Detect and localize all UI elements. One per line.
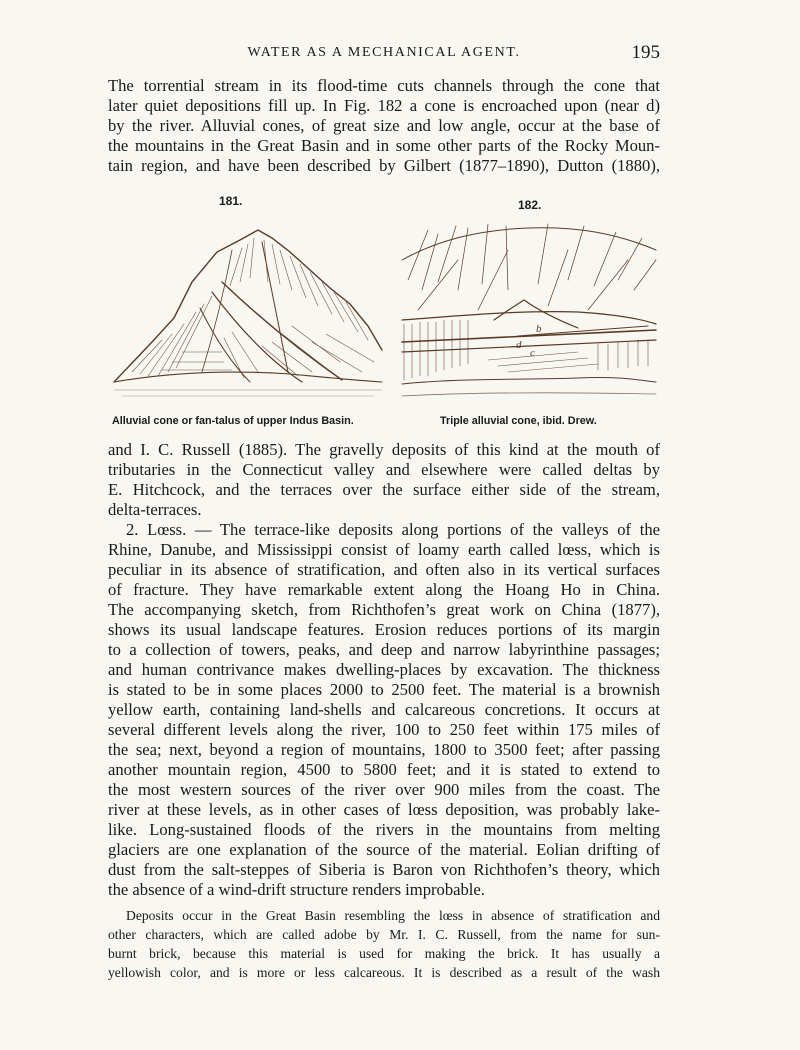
- text-line: river at these levels, as in other cases of lœss deposition, was probably lake-: [108, 800, 660, 819]
- text-line: and human contrivance makes dwelling-places by excavation. The thickness: [108, 660, 660, 679]
- text-line: 2. Lœss. — The terrace-like deposits along portions of the valleys of the: [126, 520, 660, 539]
- text-line: The accompanying sketch, from Richthofen’s great work on China (1877),: [108, 600, 660, 619]
- footnote-adobe: [108, 906, 660, 982]
- figure-181-caption: Alluvial cone or fan-talus of upper Indus Basin.: [112, 415, 354, 427]
- text-line: the absence of a wind-drift structure renders improbable.: [108, 880, 485, 899]
- text-line: Rhine, Danube, and Mississippi consist of loamy earth called lœss, which is: [108, 540, 660, 559]
- text-line: yellow earth, containing land-shells and calcareous concretions. It occurs at: [108, 700, 660, 719]
- figure-182-label-b: b: [536, 323, 542, 335]
- figure-181-illustration: [112, 222, 384, 402]
- text-line: to a collection of towers, peaks, and deep and narrow labyrinthine passages;: [108, 640, 660, 659]
- figure-182-caption: Triple alluvial cone, ibid. Drew.: [440, 415, 597, 427]
- text-line: yellowish color, and is more or less calcareous. It is described as a result of the wash: [108, 965, 660, 980]
- text-line: Deposits occur in the Great Basin resembling the lœss in absence of stratification and: [126, 908, 660, 923]
- paragraph-loess: [108, 520, 660, 900]
- text-line: of fracture. They have remarkable extent along the Hoang Ho in China.: [108, 580, 660, 599]
- figure-182-label-d: d: [516, 339, 522, 351]
- figure-182-number: 182.: [518, 198, 542, 212]
- text-line: the sea; next, beyond a region of mountains, 1800 to 3500 feet; after passing: [108, 740, 660, 759]
- text-line: dust from the salt-steppes of Siberia is Baron von Richthofen’s theory, which: [108, 860, 660, 879]
- text-line: is stated to be in some places 2000 to 2500 feet. The material is a brownish: [108, 680, 660, 699]
- text-line: burnt brick, because this material is used for making the brick. It has usually a: [108, 946, 660, 961]
- page-number: 195: [631, 42, 660, 63]
- text-line: other characters, which are called adobe by Mr. I. C. Russell, from the name for sun-: [108, 927, 660, 942]
- figure-182-label-c: c: [530, 347, 535, 359]
- text-line: The torrential stream in its flood-time cuts channels through the cone that: [108, 76, 660, 95]
- text-line: delta-terraces.: [108, 500, 202, 519]
- text-line: tributaries in the Connecticut valley and elsewhere were called deltas by: [108, 460, 660, 479]
- paragraph-alluvial-cones: [108, 76, 660, 176]
- text-line: and I. C. Russell (1885). The gravelly deposits of this kind at the mouth of: [108, 440, 660, 459]
- text-line: glaciers are one explanation of the source of the material. Eolian drifting of: [108, 840, 660, 859]
- running-head: [108, 42, 660, 64]
- text-line: E. Hitchcock, and the terraces over the surface either side of the stream,: [108, 480, 660, 499]
- text-line: later quiet depositions fill up. In Fig. 182 a cone is encroached upon (near d): [108, 96, 660, 115]
- text-line: peculiar in its absence of stratification, and often also in its vertical surfaces: [108, 560, 660, 579]
- text-line: the most western sources of the river over 900 miles from the coast. The: [108, 780, 660, 799]
- text-line: the mountains in the Great Basin and in some other parts of the Rocky Moun-: [108, 136, 660, 155]
- text-line: by the river. Alluvial cones, of great size and low angle, occur at the base of: [108, 116, 660, 135]
- figure-181-number: 181.: [219, 194, 243, 208]
- text-line: tain region, and have been described by Gilbert (1877–1890), Dutton (1880),: [108, 156, 660, 175]
- running-title: WATER AS A MECHANICAL AGENT.: [247, 45, 521, 60]
- text-line: several different levels along the river, 100 to 250 feet within 175 miles of: [108, 720, 660, 739]
- text-line: another mountain region, 4500 to 5800 feet; and it is stated to extend to: [108, 760, 660, 779]
- figure-182-illustration: [398, 220, 660, 406]
- text-line: shows its usual landscape features. Erosion reduces portions of its margin: [108, 620, 660, 639]
- text-line: like. Long-sustained floods of the rivers in the mountains from melting: [108, 820, 660, 839]
- paragraph-deltas: [108, 440, 660, 520]
